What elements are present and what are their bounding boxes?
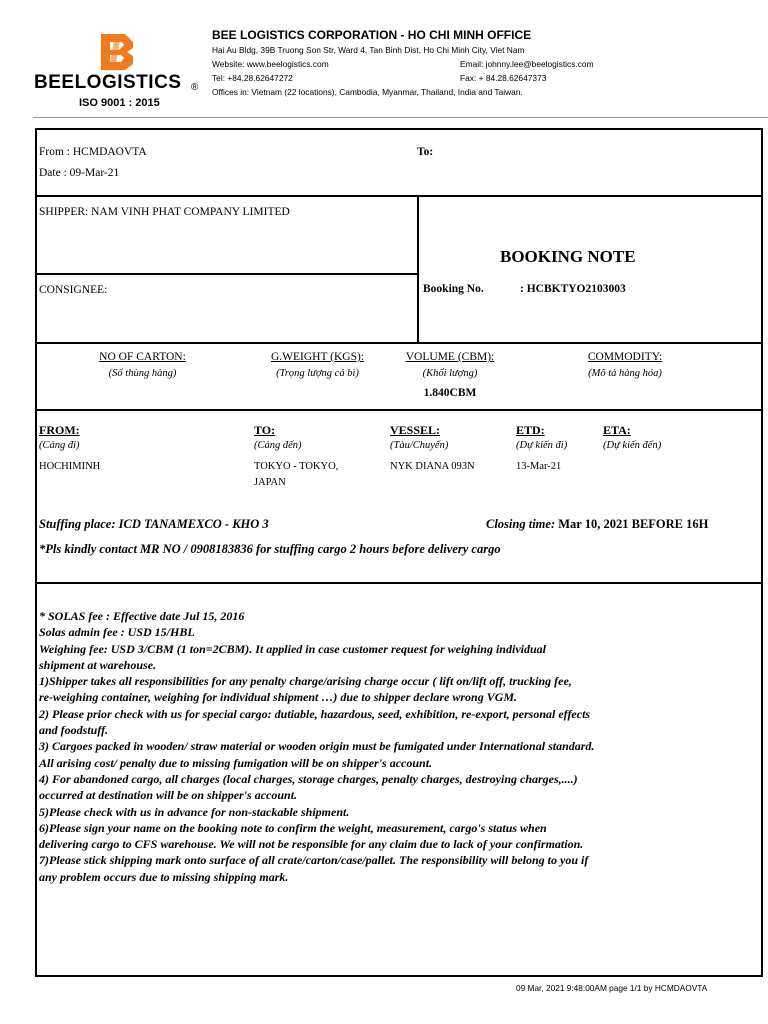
print-footer: 09 Mar, 2021 9:48:00AM page 1/1 by HCMDAOVTA	[516, 983, 708, 993]
company-name: BEE LOGISTICS CORPORATION - HO CHI MINH OFFICE	[212, 28, 532, 42]
route-from-vn: (Cảng đi)	[39, 440, 80, 451]
divider-parties	[35, 342, 763, 344]
registered-mark: ®	[191, 82, 199, 93]
brand-name: BEELOGISTICS	[34, 72, 182, 93]
booking-no-label: Booking No.	[423, 283, 484, 295]
iso-label: ISO 9001 : 2015	[79, 97, 160, 109]
note-line: * SOLAS fee : Effective date Jul 15, 2016	[39, 609, 245, 623]
note-line: 4) For abandoned cargo, all charges (local charges, storage charges, penalty charges, destroying charges,....)	[39, 771, 578, 786]
note-line: Weighing fee: USD 3/CBM (1 ton=2CBM). It applied in case customer request for weighing individual	[39, 641, 546, 656]
note-line: 6)Please sign your name on the booking note to confirm the weight, measurement, cargo's status when	[39, 820, 547, 835]
note-line: 1)Shipper takes all responsibilities for any penalty charge/arising charge occur ( lift on/lift off, trucking fee,	[39, 674, 572, 689]
vessel-value: NYK DIANA 093N	[390, 461, 475, 472]
note-line: re-weighing container, weighing for individual shipment …) due to shipper declare wrong VGM.	[39, 690, 518, 705]
carton-label-vn: (Số thùng hàng)	[108, 368, 177, 379]
note-line: 2) Please prior check with us for special cargo: dutiable, hazardous, seed, exhibition, re-export, personal effects	[39, 706, 591, 721]
route-from-value: HOCHIMINH	[39, 461, 101, 472]
company-email: Email: johnny.lee@beelogistics.com	[460, 59, 594, 69]
company-fax: Fax: + 84.28.62647373	[460, 73, 547, 83]
beelogistics-logo-icon	[95, 28, 139, 72]
note-line: any problem occurs due to missing shipping mark.	[39, 869, 289, 884]
note-line: 3) Cargoes packed in wooden/ straw material or wooden origin must be fumigated under International standard.	[39, 739, 595, 754]
commodity-label: COMMODITY:	[587, 351, 663, 363]
document-title: BOOKING NOTE	[500, 247, 636, 266]
eta-label: ETA:	[603, 423, 631, 437]
route-to-value-line2: JAPAN	[254, 477, 286, 488]
vessel-vn: (Tàu/Chuyến)	[390, 440, 449, 451]
from-field: From : HCMDAOVTA	[39, 146, 147, 158]
closing-time-label: Closing time:	[486, 517, 556, 531]
booking-no-value: : HCBKTYO2103003	[520, 283, 626, 295]
closing-time	[486, 517, 708, 532]
note-line: occurred at destination will be on shipper's account.	[39, 788, 298, 803]
divider-top	[35, 195, 763, 197]
date-field: Date : 09-Mar-21	[39, 167, 120, 179]
to-field: To:	[417, 146, 434, 158]
note-line: 7)Please stick shipping mark onto surface of all crate/carton/case/pallet. The responsibility will belong to you if	[39, 853, 589, 868]
note-line: 5)Please check with us in advance for non-stackable shipment.	[39, 804, 350, 819]
shipper-field: SHIPPER: NAM VINH PHAT COMPANY LIMITED	[39, 206, 290, 218]
stuffing-contact: *Pls kindly contact MR NO / 0908183836 for stuffing cargo 2 hours before delivery cargo	[39, 542, 501, 556]
weight-label-vn: (Trọng lượng cả bì)	[276, 368, 359, 379]
company-website: Website: www.beelogistics.com	[212, 59, 329, 69]
route-to-vn: (Cảng đến)	[254, 440, 302, 451]
divider-stuffing	[35, 582, 763, 584]
eta-vn: (Dự kiến đến)	[603, 440, 662, 451]
volume-value: 1.840CBM	[423, 387, 477, 399]
etd-label: ETD:	[516, 423, 545, 437]
note-line: shipment at warehouse.	[39, 657, 157, 672]
etd-vn: (Dự kiến đi)	[516, 440, 568, 451]
weight-label: G.WEIGHT (KGS):	[270, 351, 365, 363]
note-line: Solas admin fee : USD 15/HBL	[39, 625, 195, 640]
note-line: delivering cargo to CFS warehouse. We will not be responsible for any claim due to lack of your confirmation.	[39, 837, 584, 852]
divider-cargo	[35, 409, 763, 411]
divider-shipper	[35, 273, 418, 275]
consignee-field: CONSIGNEE:	[39, 284, 108, 296]
closing-time-value: Mar 10, 2021 BEFORE 16H	[558, 517, 709, 531]
note-line: All arising cost/ penalty due to missing fumigation will be on shipper's account.	[39, 755, 433, 770]
note-line: and foodstuff.	[39, 723, 109, 738]
volume-label-vn: (Khối lượng)	[422, 368, 478, 379]
commodity-label-vn: (Mô tả hàng hóa)	[588, 368, 662, 379]
terms-notes	[39, 608, 679, 885]
carton-label: NO OF CARTON:	[99, 351, 186, 363]
route-from-label: FROM:	[39, 423, 80, 437]
company-tel: Tel: +84.28.62647272	[212, 73, 293, 83]
route-to-value-line1: TOKYO - TOKYO,	[254, 461, 339, 472]
divider-vertical	[417, 195, 419, 343]
etd-value: 13-Mar-21	[516, 461, 562, 472]
vessel-label: VESSEL:	[390, 423, 441, 437]
route-to-label: TO:	[254, 423, 276, 437]
company-offices: Offices in: Vietnam (22 locations), Cambodia, Myanmar, Thailand, India and Taiwan.	[212, 87, 523, 97]
company-address: Hai Au Bldg, 39B Truong Son Str, Ward 4, Tan Binh Dist, Ho Chi Minh City, Viet Nam	[212, 45, 525, 55]
volume-label: VOLUME (CBM):	[405, 351, 495, 363]
stuffing-place: Stuffing place: ICD TANAMEXCO - KHO 3	[39, 517, 269, 531]
header-divider	[33, 117, 768, 118]
